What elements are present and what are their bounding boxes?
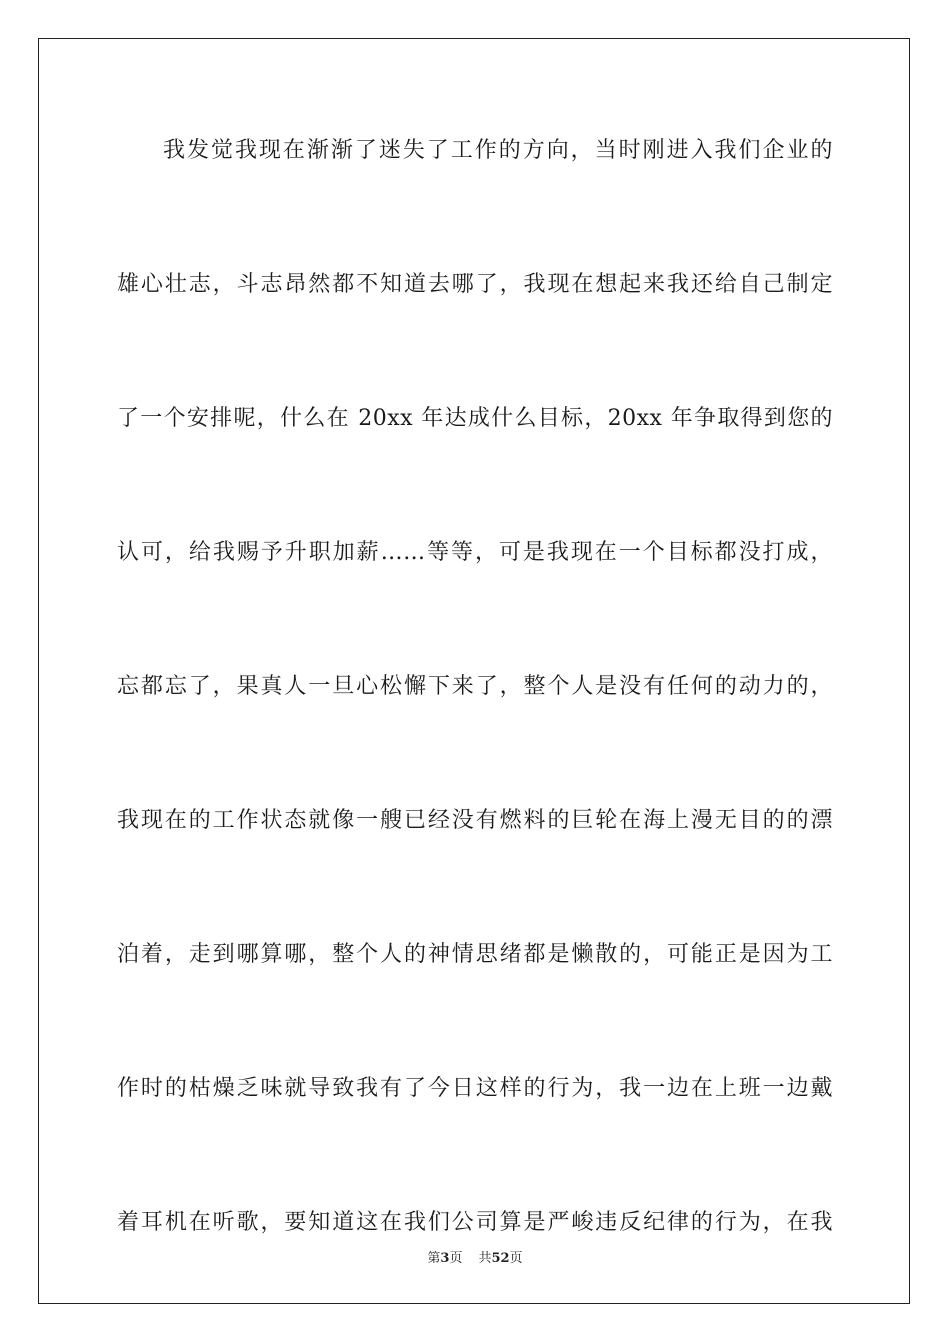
paragraph-line: 我发觉我现在渐渐了迷失了工作的方向，当时刚进入我们企业的 [163,138,833,163]
document-body [117,127,833,1333]
paragraph-line: 认可，给我赐予升职加薪……等等，可是我现在一个目标都没打成， [117,540,833,565]
paragraph-line: 泊着，走到哪算哪，整个人的神情思绪都是懒散的，可能正是因为工 [117,942,833,967]
page-prefix: 第 [427,1251,441,1266]
paragraph-line: 作时的枯燥乏味就导致我有了今日这样的行为，我一边在上班一边戴 [117,1076,833,1101]
total-pages: 52 [491,1251,510,1266]
paragraph-line: 忘都忘了，果真人一旦心松懈下来了，整个人是没有任何的动力的， [117,674,833,699]
paragraph-line: 着耳机在听歌，要知道这在我们公司算是严峻违反纪律的行为，在我 [117,1210,833,1235]
page-suffix: 页 [449,1251,463,1266]
page-number: 3 [440,1251,450,1266]
paragraph-line: 了一个安排呢，什么在 20xx 年达成什么目标，20xx 年争取得到您的 [117,406,833,431]
paragraph-line: 我现在的工作状态就像一艘已经没有燃料的巨轮在海上漫无目的的漂 [117,808,833,833]
paragraph-line: 雄心壮志，斗志昂然都不知道去哪了，我现在想起来我还给自己制定 [117,272,833,297]
total-prefix: 共 [478,1251,492,1266]
page-footer [0,1247,950,1266]
total-suffix: 页 [509,1251,523,1266]
